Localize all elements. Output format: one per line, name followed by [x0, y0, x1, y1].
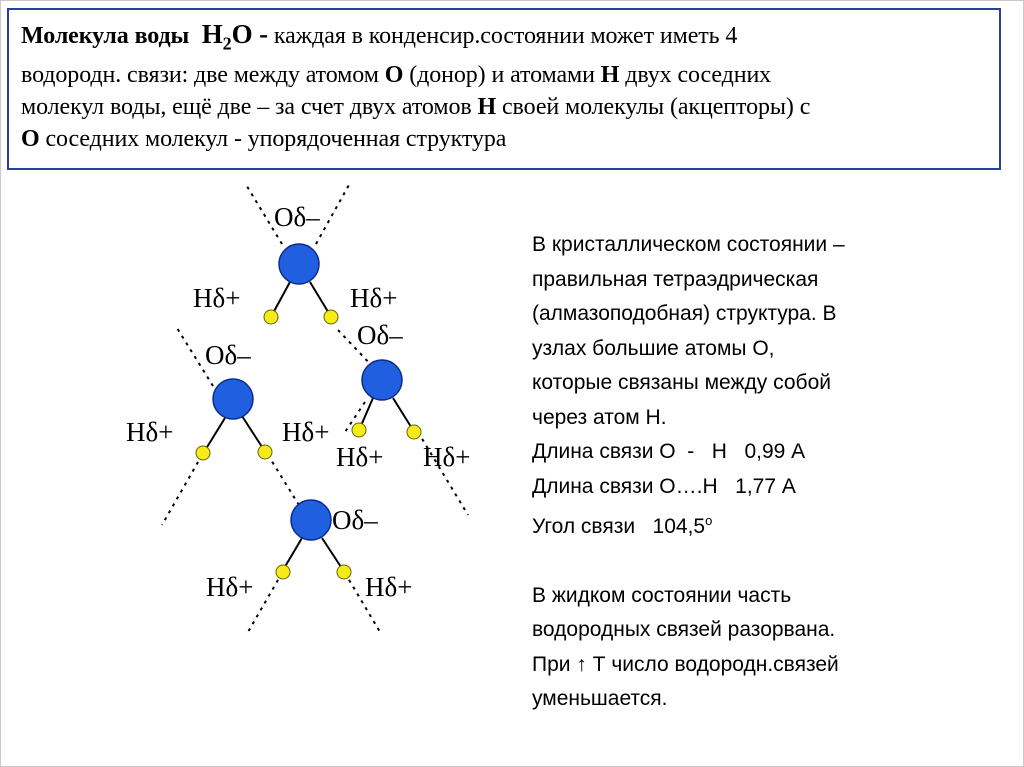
oxygen-atom-3 — [362, 360, 402, 400]
header-line-2: водородн. связи: две между атомом O (донор) и атомами H двух соседних — [21, 62, 772, 89]
header-line-1-text: каждая в конденсир.состоянии может иметь 4 — [273, 23, 738, 49]
water-formula: $H_2O$ - — [201, 19, 269, 54]
info-line: (алмазоподобная) структура. В — [532, 302, 837, 325]
bond-o1-h-left — [272, 282, 290, 315]
header-line-1 — [21, 18, 985, 59]
hbond-center-down — [268, 455, 302, 510]
hydrogen-atom-4a — [276, 565, 290, 579]
hydrogen-atom-3a — [352, 423, 366, 437]
hydrogen-label-3a: Hδ+ — [336, 442, 384, 472]
hydrogen-label-4b: Hδ+ — [365, 572, 413, 602]
oxygen-label-1: Oδ– — [274, 202, 320, 232]
hydrogen-atom-2a — [196, 446, 210, 460]
header-line-4: O соседних молекул - упорядоченная структура — [21, 126, 507, 153]
info-line: В жидком состоянии часть — [532, 583, 792, 607]
bond-o2-h-right — [242, 416, 264, 450]
oxygen-atom-4 — [291, 500, 331, 540]
hbond-left-down — [162, 455, 202, 525]
spacer — [532, 545, 1002, 579]
hydrogen-label-2a: Hδ+ — [126, 417, 174, 447]
hbond-top-right — [316, 183, 350, 244]
info-line: уменьшается. — [532, 687, 668, 710]
info-line: которые связаны между собой — [532, 371, 831, 394]
info-line: правильная тетраэдрическая — [532, 267, 819, 291]
header-box — [7, 8, 1001, 170]
oxygen-label-4: Oδ– — [332, 505, 378, 535]
hydrogen-label-4a: Hδ+ — [206, 572, 254, 602]
bond-o3-h-right — [393, 398, 413, 430]
bond-o4-h-right — [322, 538, 343, 570]
bond-length-ohh: Длина связи О….Н 1,77 А — [532, 474, 796, 498]
bond-angle: Угол связи $104,5^о$ — [532, 513, 713, 538]
info-text-block — [532, 228, 1002, 717]
water-structure-diagram — [0, 170, 520, 670]
info-line: узлах большие атомы О, — [532, 336, 775, 360]
hydrogen-atom-2b — [258, 445, 272, 459]
hydrogen-bond-dashes — [162, 183, 471, 632]
hydrogen-label-2b: Hδ+ — [282, 417, 330, 447]
hydrogen-label-1a: Hδ+ — [193, 283, 241, 313]
hydrogen-atom-3b — [407, 425, 421, 439]
hydrogen-label-3b: Hδ+ — [423, 442, 471, 472]
hydrogen-atom-4b — [337, 565, 351, 579]
info-line: водородных связей разорвана. — [532, 618, 836, 641]
bond-length-oh: Длина связи О - Н 0,99 А — [532, 440, 806, 463]
hydrogen-label-1b: Hδ+ — [350, 283, 398, 313]
oxygen-atom-2 — [213, 379, 253, 419]
oxygen-label-3: Oδ– — [357, 320, 403, 350]
header-title: Молекула воды — [21, 23, 190, 49]
info-line: При ↑ Т число водородн.связей — [532, 652, 839, 676]
hydrogen-atom-1b — [324, 310, 338, 324]
bond-o1-h-right — [310, 282, 330, 315]
info-line: через атом Н. — [532, 405, 667, 429]
info-line: В кристаллическом состоянии – — [532, 233, 845, 256]
bond-diagram-svg — [0, 170, 520, 670]
header-line-3: молекул воды, ещё две – за счет двух атомов H своей молекулы (акцепторы) с — [21, 94, 811, 121]
oxygen-label-2: Oδ– — [205, 340, 251, 370]
oxygen-atom-1 — [279, 244, 319, 284]
hydrogen-atom-1a — [264, 310, 278, 324]
